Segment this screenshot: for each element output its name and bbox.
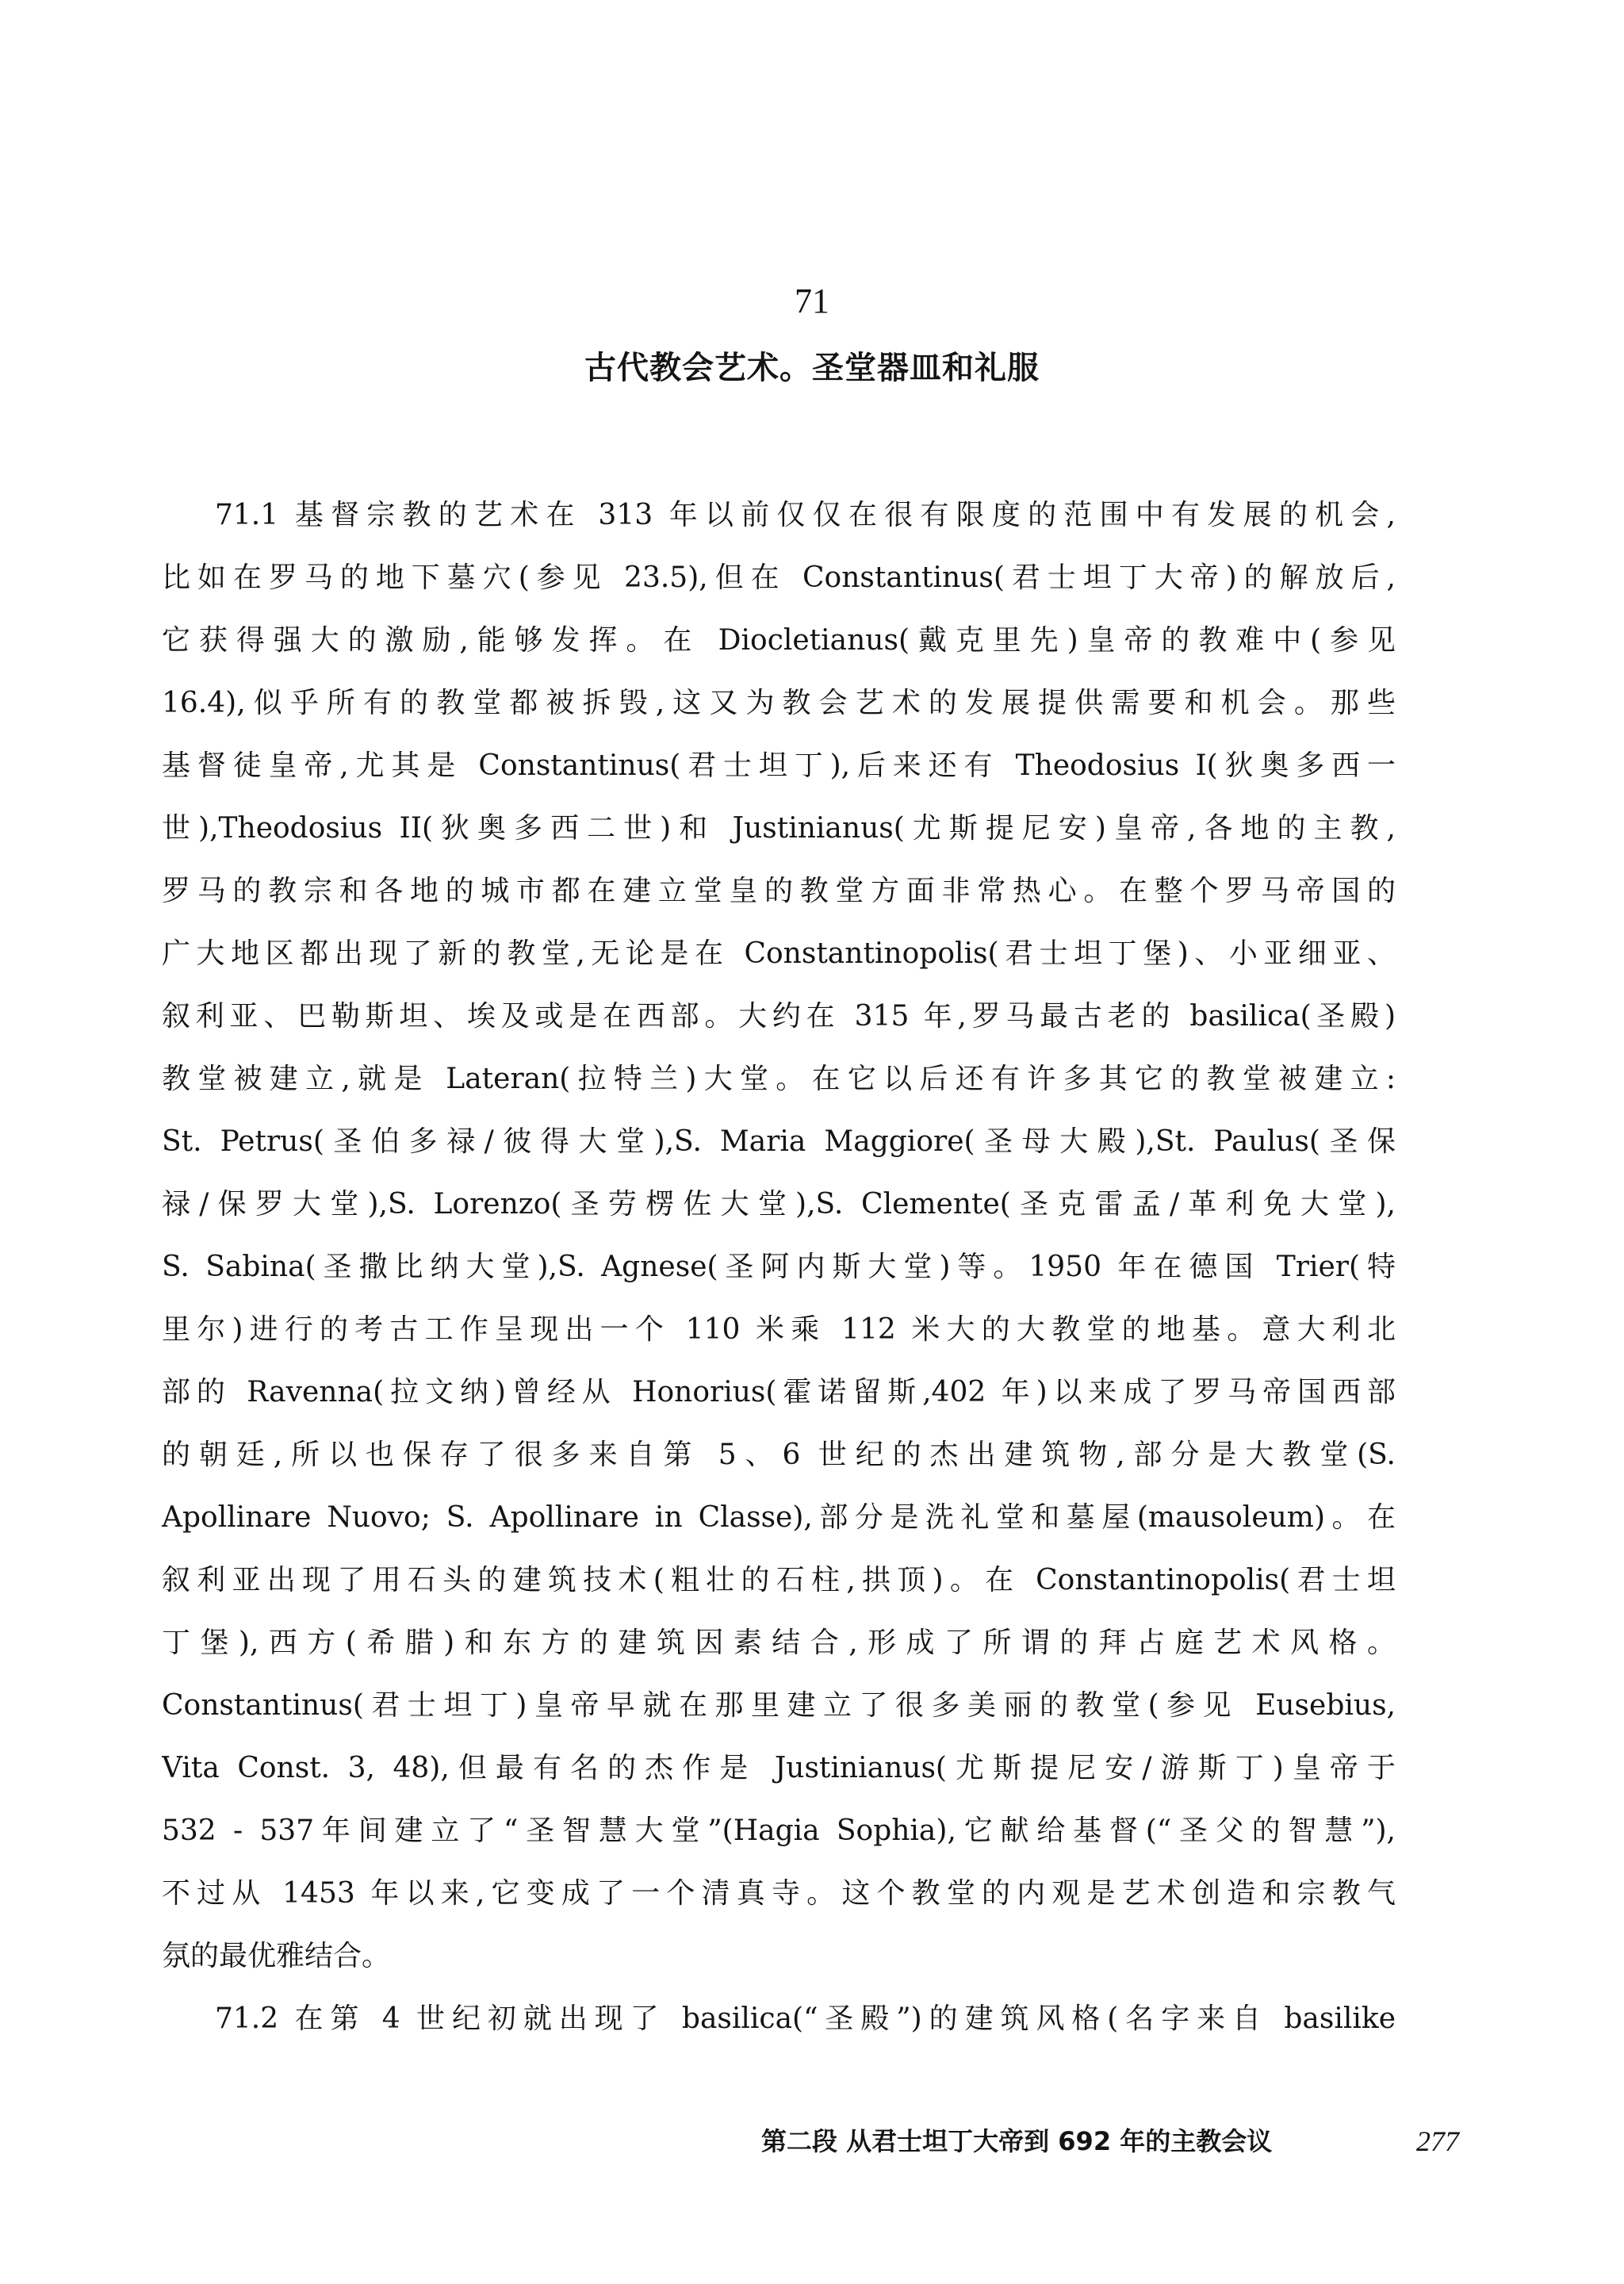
paragraph-line: 532 - 537年间建立了“圣智慧大堂”(Hagia Sophia),它献给基督(“圣父的智慧”),	[162, 1815, 1396, 1847]
paragraph-line: 世),Theodosius II(狄奥多西二世)和 Justinianus(尤斯提尼安)皇帝,各地的主教,	[162, 812, 1396, 845]
chapter-title: 古代教会艺术。圣堂器皿和礼服	[584, 350, 1040, 386]
paragraph-line: 不过从 1453 年以来,它变成了一个清真寺。这个教堂的内观是艺术创造和宗教气	[162, 1877, 1396, 1910]
paragraph-line: S. Sabina(圣撒比纳大堂),S. Agnese(圣阿内斯大堂)等。1950 年在德国 Trier(特	[162, 1251, 1396, 1283]
paragraph-line: 它获得强大的激励,能够发挥。在 Diocletianus(戴克里先)皇帝的教难中(参见	[162, 624, 1396, 657]
body-text	[162, 484, 1396, 2050]
chapter-number: 71	[795, 282, 829, 320]
paragraph-line: 比如在罗马的地下墓穴(参见 23.5),但在 Constantinus(君士坦丁大帝)的解放后,	[162, 561, 1396, 594]
paragraph-line: St. Petrus(圣伯多禄/彼得大堂),S. Maria Maggiore(圣母大殿),St. Paulus(圣保	[162, 1125, 1396, 1158]
page-number: 277	[1416, 2125, 1459, 2157]
paragraph-line: 部的 Ravenna(拉文纳)曾经从 Honorius(霍诺留斯,402 年)以来成了罗马帝国西部	[162, 1376, 1396, 1408]
paragraph-line: 基督徒皇帝,尤其是 Constantinus(君士坦丁),后来还有 Theodosius I(狄奥多西一	[162, 749, 1396, 782]
paragraph-line: Apollinare Nuovo; S. Apollinare in Classe),部分是洗礼堂和墓屋(mausoleum)。在	[162, 1501, 1396, 1534]
paragraph-line: Constantinus(君士坦丁)皇帝早就在那里建立了很多美丽的教堂(参见 Eusebius,	[162, 1689, 1396, 1722]
paragraph-line: 禄/保罗大堂),S. Lorenzo(圣劳楞佐大堂),S. Clemente(圣克雷孟/革利免大堂),	[162, 1188, 1396, 1221]
paragraph-line: 广大地区都出现了新的教堂,无论是在 Constantinopolis(君士坦丁堡)、小亚细亚、	[162, 937, 1396, 970]
page-footer	[761, 2122, 1459, 2160]
paragraph-line: Vita Const. 3, 48),但最有名的杰作是 Justinianus(尤斯提尼安/游斯丁)皇帝于	[162, 1752, 1396, 1784]
paragraph-line: 叙利亚出现了用石头的建筑技术(粗壮的石柱,拱顶)。在 Constantinopolis(君士坦	[162, 1564, 1396, 1596]
paragraph-line: 16.4),似乎所有的教堂都被拆毁,这又为教会艺术的发展提供需要和机会。那些	[162, 687, 1396, 719]
paragraph-line: 71.2 在第 4 世纪初就出现了 basilica(“圣殿”)的建筑风格(名字来自 basilike	[215, 2002, 1396, 2035]
running-footer-title: 第二段 从君士坦丁大帝到 692 年的主教会议	[761, 2126, 1273, 2156]
paragraph-line: 氛的最优雅结合。	[162, 1940, 391, 1972]
paragraph-line: 叙利亚、巴勒斯坦、埃及或是在西部。大约在 315 年,罗马最古老的 basilica(圣殿)	[162, 1000, 1396, 1033]
paragraph-line: 里尔)进行的考古工作呈现出一个 110 米乘 112 米大的大教堂的地基。意大利北	[162, 1313, 1396, 1346]
paragraph-line: 教堂被建立,就是 Lateran(拉特兰)大堂。在它以后还有许多其它的教堂被建立:	[162, 1063, 1396, 1095]
paragraph-line: 的朝廷,所以也保存了很多来自第 5、6 世纪的杰出建筑物,部分是大教堂(S.	[162, 1439, 1396, 1471]
paragraph-line: 罗马的教宗和各地的城市都在建立堂皇的教堂方面非常热心。在整个罗马帝国的	[162, 875, 1396, 907]
paragraph-line: 71.1 基督宗教的艺术在 313 年以前仅仅在很有限度的范围中有发展的机会,	[215, 499, 1396, 531]
paragraph-line: 丁堡),西方(希腊)和东方的建筑因素结合,形成了所谓的拜占庭艺术风格。	[162, 1627, 1396, 1659]
